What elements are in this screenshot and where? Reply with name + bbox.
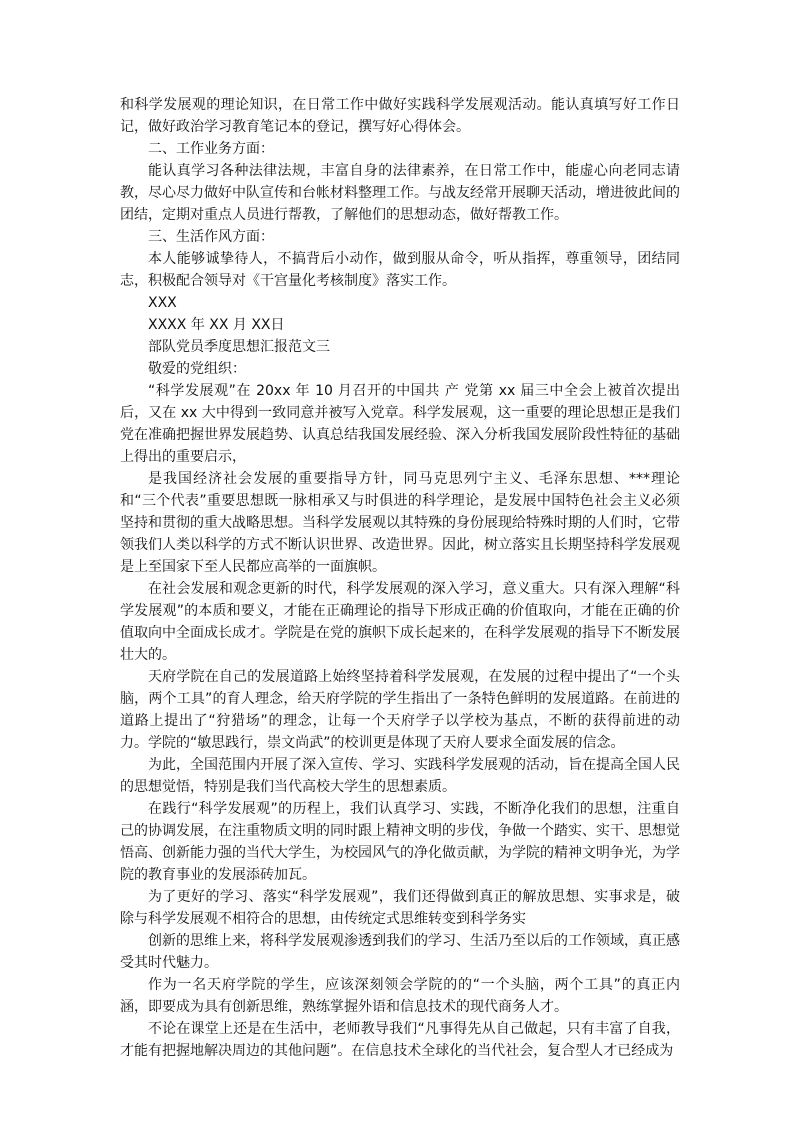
paragraph: “科学发展观”在 20xx 年 10 月召开的中国共 产 党第 xx 届三中全会上被首次提出后，又在 xx 大中得到一致同意并被写入党章。科学发展观，这一重要的理论思想正是我们党在准确把握世界发展趋势、认真总结我国发展经验、深入分析我国发展阶段性特征的基础上得出的重要启示，: [120, 383, 680, 465]
paragraph: 为此，全国范围内开展了深入宣传、学习、实践科学发展观的活动，旨在提高全国人民的思想觉悟，特别是我们当代高校大学生的思想素质。: [120, 757, 680, 795]
signature-name: XXX: [148, 295, 177, 311]
paragraph: 在社会发展和观念更新的时代，科学发展观的深入学习，意义重大。只有深入理解“科学发展观”的本质和要义，才能在正确理论的指导下形成正确的价值取向，才能在正确的价值取向中全面成长成才。学院是在党的旗帜下成长起来的，在科学发展观的指导下不断发展壮大的。: [120, 581, 680, 663]
paragraph: 为了更好的学习、落实“科学发展观”，我们还得做到真正的解放思想、实事求是，破除与科学发展观不相符合的思想，由传统定式思维转变到科学务实: [120, 889, 680, 927]
paragraph-continuation: 和科学发展观的理论知识，在日常工作中做好实践科学发展观活动。能认真填写好工作日记，做好政治学习教育笔记本的登记，撰写好心得体会。: [120, 97, 680, 135]
paragraph: 不论在课堂上还是在生活中，老师教导我们“凡事得先从自己做起，只有丰富了自我，才能有把握地解决周边的其他问题”。在信息技术全球化的当代社会，复合型人才已经成为: [120, 1021, 680, 1059]
paragraph-life: 本人能够诚挚待人，不搞背后小动作，做到服从命令，听从指挥，尊重领导，团结同志，积极配合领导对《干宫量化考核制度》落实工作。: [120, 251, 680, 289]
paragraph: 创新的思维上来，将科学发展观渗透到我们的学习、生活乃至以后的工作领域，真正感受其时代魅力。: [120, 933, 680, 971]
paragraph-work: 能认真学习各种法律法规，丰富自身的法律素养，在日常工作中，能虚心向老同志请教，尽心尽力做好中队宣传和台帐材料整理工作。与战友经常开展聊天活动，增进彼此间的团结，定期对重点人员进行帮教，了解他们的思想动态，做好帮教工作。: [120, 163, 680, 223]
paragraph: 天府学院在自己的发展道路上始终坚持着科学发展观，在发展的过程中提出了“一个头脑，两个工具”的育人理念，给天府学院的学生指出了一条特色鲜明的发展道路。在前进的道路上提出了“狩猎场”的理念，让每一个天府学子以学校为基点，不断的获得前进的动力。学院的“敏思践行，崇文尚武”的校训更是体现了天府人要求全面发展的信念。: [120, 669, 680, 751]
document-page: [120, 94, 680, 1062]
paragraph: 在践行“科学发展观”的历程上，我们认真学习、实践，不断净化我们的思想，注重自己的协调发展，在注重物质文明的同时跟上精神文明的步伐，争做一个踏实、实干、思想觉悟高、创新能力强的当代大学生，为校园风气的净化做贡献，为学院的精神文明争光，为学院的教育事业的发展添砖加瓦。: [120, 801, 680, 883]
salutation: 敬爱的党组织：: [148, 361, 246, 377]
signature-date: XXXX 年 XX 月 XX日: [148, 317, 285, 333]
document-title: 部队党员季度思想汇报范文三: [148, 339, 330, 355]
paragraph: 作为一名天府学院的学生，应该深刻领会学院的的“一个头脑，两个工具”的真正内涵，即要成为具有创新思维，熟练掌握外语和信息技术的现代商务人才。: [120, 977, 680, 1015]
section-heading-work: 二、工作业务方面：: [148, 141, 274, 157]
paragraph: 是我国经济社会发展的重要指导方针，同马克思列宁主义、毛泽东思想、***理论和“三个代表”重要思想既一脉相承又与时俱进的科学理论，是发展中国特色社会主义必须坚持和贯彻的重大战略思想。当科学发展观以其特殊的身份展现给特殊时期的人们时，它带领我们人类以科学的方式不断认识世界、改造世界。因此，树立落实且长期坚持科学发展观是上至国家下至人民都应高举的一面旗帜。: [120, 471, 680, 575]
section-heading-life: 三、生活作风方面：: [148, 229, 274, 245]
